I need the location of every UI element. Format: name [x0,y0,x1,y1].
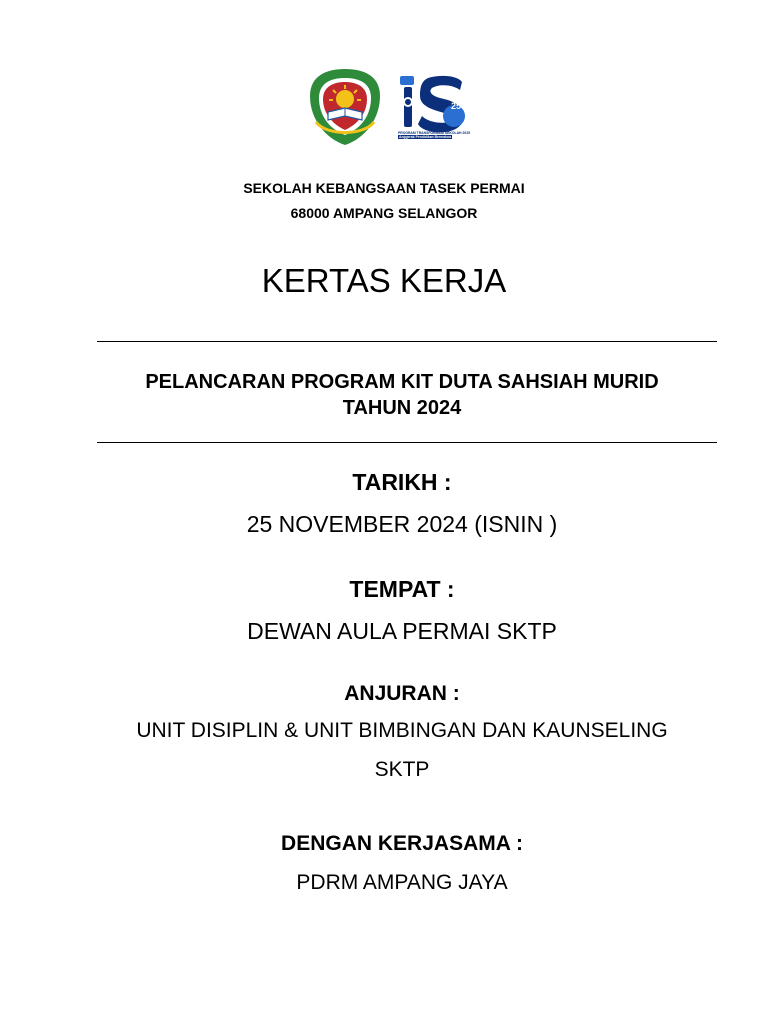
date-value: 25 NOVEMBER 2024 (ISNIN ) [246,511,558,537]
date-label: TARIKH : [352,469,452,495]
document-title: KERTAS KERJA [261,262,507,299]
program-title-line1: PELANCARAN PROGRAM KIT DUTA SAHSIAH MURID [145,371,659,393]
organizer-value-line2: SKTP [374,758,430,781]
ts25-caption-line2: Anggerak Pendidikan Bermakna [399,135,452,139]
divider-top [97,341,717,342]
school-crest-logo [306,66,384,148]
collaboration-value: PDRM AMPANG JAYA [296,871,508,894]
logo-row [0,64,768,150]
organizer-label: ANJURAN : [344,682,460,705]
ts25-caption [398,131,470,139]
program-title-line2: TAHUN 2024 [342,397,462,419]
ts25-caption-line1: PROGRAM TRANSFORMASI SEKOLAH 2025 [398,131,470,135]
organizer-value-line1: UNIT DISIPLIN & UNIT BIMBINGAN DAN KAUNSELING [136,719,668,742]
venue-label: TEMPAT : [349,576,455,602]
divider-bottom [97,442,717,443]
venue-value: DEWAN AULA PERMAI SKTP [247,618,557,644]
school-address: 68000 AMPANG SELANGOR [290,205,478,221]
ts25-number: 25 [450,101,461,111]
collaboration-label: DENGAN KERJASAMA : [281,832,523,855]
school-name: SEKOLAH KEBANGSAAN TASEK PERMAI [243,180,525,196]
